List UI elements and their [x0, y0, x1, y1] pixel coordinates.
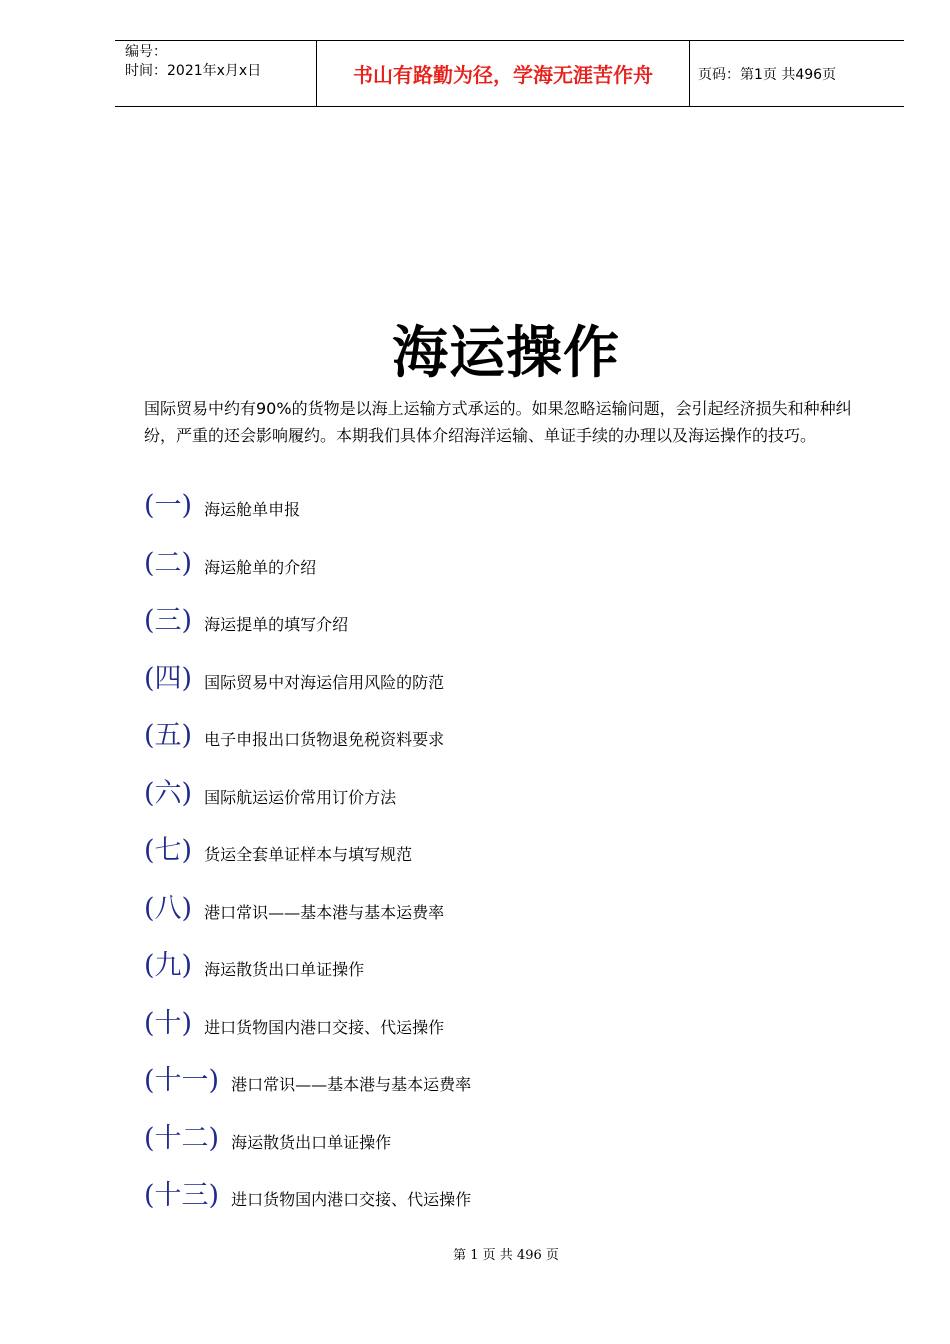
- motto-text: 书山有路勤为径，学海无涯苦作舟: [353, 63, 653, 87]
- toc-item-label: 港口常识——基本港与基本运费率: [231, 1075, 472, 1094]
- toc-item-number: (六): [144, 777, 193, 809]
- toc-item[interactable]: [144, 948, 471, 1006]
- toc-item-label: 国际航运运价常用订价方法: [204, 787, 397, 807]
- toc-item[interactable]: [144, 661, 471, 719]
- toc-item-number: (二): [144, 547, 193, 579]
- toc-item[interactable]: [144, 603, 471, 661]
- toc-item-label: 进口货物国内港口交接、代运操作: [204, 1017, 445, 1037]
- header-page-number: 页码：第1页 共496页: [698, 66, 837, 83]
- toc-item[interactable]: [144, 891, 471, 949]
- table-of-contents: [144, 488, 471, 1236]
- header-motto-cell: [316, 41, 690, 106]
- header-page-cell: [690, 41, 904, 106]
- toc-item[interactable]: [144, 833, 471, 891]
- toc-item-label: 海运舱单的介绍: [204, 557, 317, 577]
- toc-item-label: 货运全套单证样本与填写规范: [204, 845, 413, 864]
- toc-item-number: (四): [144, 662, 193, 694]
- toc-item-label: 港口常识——基本港与基本运费率: [204, 902, 445, 922]
- toc-item[interactable]: [144, 776, 471, 834]
- toc-item-number: (五): [144, 720, 193, 751]
- header-meta-cell: [115, 41, 316, 106]
- page-title: 海运操作: [392, 320, 620, 386]
- toc-item-number: (十一): [144, 1065, 220, 1096]
- toc-item-number: (十二): [144, 1122, 220, 1154]
- toc-item-label: 海运提单的填写介绍: [204, 615, 349, 634]
- toc-item-label: 海运散货出口单证操作: [204, 960, 365, 979]
- toc-item[interactable]: [144, 1006, 471, 1064]
- toc-item-label: 海运散货出口单证操作: [231, 1132, 392, 1152]
- number-label: 编号：: [125, 44, 167, 60]
- toc-item-label: 海运舱单申报: [204, 500, 301, 519]
- toc-item[interactable]: [144, 1121, 471, 1179]
- toc-item[interactable]: [144, 546, 471, 604]
- time-label: 时间：2021年x月x日: [125, 63, 262, 79]
- toc-item-number: (十): [144, 1007, 193, 1039]
- toc-item-number: (一): [144, 490, 193, 521]
- toc-item-number: (十三): [144, 1180, 220, 1211]
- toc-item-number: (九): [144, 950, 193, 981]
- document-header: [115, 40, 904, 107]
- toc-item-label: 电子申报出口货物退免税资料要求: [204, 730, 445, 749]
- intro-paragraph: 国际贸易中约有90%的货物是以海上运输方式承运的。如果忽略运输问题，会引起经济损失和种种纠纷，严重的还会影响履约。本期我们具体介绍海洋运输、单证手续的办理以及海运操作的技巧。: [144, 399, 852, 445]
- page-footer: 第 1 页 共 496 页: [453, 1248, 559, 1263]
- toc-item[interactable]: [144, 488, 471, 546]
- toc-item-label: 国际贸易中对海运信用风险的防范: [204, 672, 445, 692]
- toc-item-number: (三): [144, 605, 193, 636]
- toc-item-label: 进口货物国内港口交接、代运操作: [231, 1190, 472, 1209]
- toc-item[interactable]: [144, 1063, 471, 1121]
- toc-item-number: (八): [144, 892, 193, 924]
- toc-item[interactable]: [144, 1178, 471, 1236]
- toc-item-number: (七): [144, 835, 193, 866]
- toc-item[interactable]: [144, 718, 471, 776]
